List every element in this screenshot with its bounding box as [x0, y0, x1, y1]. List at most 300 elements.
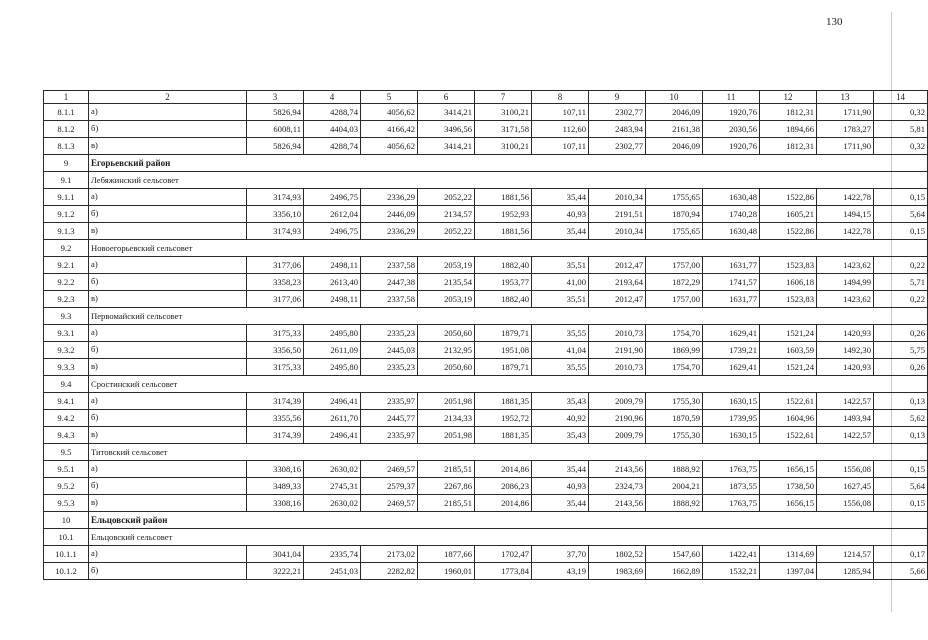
value-cell: 0,32 — [874, 138, 928, 155]
value-cell: 41,00 — [532, 274, 589, 291]
value-cell: 1739,21 — [703, 342, 760, 359]
column-number-11: 11 — [703, 91, 760, 104]
value-cell: 1888,92 — [646, 461, 703, 478]
row-code: 9.3.1 — [44, 325, 89, 342]
value-cell: 2745,31 — [304, 478, 361, 495]
row-code: 9.3.3 — [44, 359, 89, 376]
row-code: 9.5.3 — [44, 495, 89, 512]
value-cell: 2630,02 — [304, 461, 361, 478]
value-cell: 2469,57 — [361, 461, 418, 478]
value-cell: 2611,70 — [304, 410, 361, 427]
value-cell: 2051,98 — [418, 427, 475, 444]
value-cell: 1631,77 — [703, 257, 760, 274]
value-cell: 2324,73 — [589, 478, 646, 495]
value-cell: 2337,58 — [361, 291, 418, 308]
value-cell: 0,15 — [874, 189, 928, 206]
row-subtype: б) — [89, 563, 247, 580]
value-cell: 1420,93 — [817, 325, 874, 342]
value-cell: 1951,08 — [475, 342, 532, 359]
value-cell: 35,55 — [532, 325, 589, 342]
value-cell: 1755,65 — [646, 223, 703, 240]
value-cell: 2445,77 — [361, 410, 418, 427]
value-cell: 1763,75 — [703, 495, 760, 512]
value-cell: 1881,35 — [475, 393, 532, 410]
value-cell: 1656,15 — [760, 495, 817, 512]
value-cell: 3175,33 — [247, 359, 304, 376]
column-number-10: 10 — [646, 91, 703, 104]
value-cell: 3100,21 — [475, 104, 532, 121]
value-cell: 107,11 — [532, 104, 589, 121]
value-cell: 107,11 — [532, 138, 589, 155]
value-cell: 0,26 — [874, 325, 928, 342]
value-cell: 1422,78 — [817, 189, 874, 206]
row-code: 10 — [44, 512, 89, 529]
value-cell: 2052,22 — [418, 223, 475, 240]
value-cell: 1741,57 — [703, 274, 760, 291]
value-cell: 35,43 — [532, 393, 589, 410]
value-cell: 1420,93 — [817, 359, 874, 376]
value-cell: 1739,95 — [703, 410, 760, 427]
value-cell: 2014,86 — [475, 461, 532, 478]
value-cell: 0,15 — [874, 223, 928, 240]
value-cell: 3356,50 — [247, 342, 304, 359]
value-cell: 1882,40 — [475, 257, 532, 274]
table-body — [44, 104, 928, 580]
value-cell: 2495,80 — [304, 325, 361, 342]
council-name: Первомайский сельсовет — [89, 308, 928, 325]
value-cell: 0,22 — [874, 291, 928, 308]
value-cell: 1556,08 — [817, 461, 874, 478]
table-row — [44, 478, 928, 495]
value-cell: 2469,57 — [361, 495, 418, 512]
council-heading-row — [44, 308, 928, 325]
value-cell: 2447,38 — [361, 274, 418, 291]
value-cell: 1522,61 — [760, 427, 817, 444]
value-cell: 1754,70 — [646, 359, 703, 376]
value-cell: 1711,90 — [817, 138, 874, 155]
value-cell: 5826,94 — [247, 104, 304, 121]
column-number-3: 3 — [247, 91, 304, 104]
row-subtype: в) — [89, 138, 247, 155]
value-cell: 1314,69 — [760, 546, 817, 563]
value-cell: 35,44 — [532, 189, 589, 206]
row-subtype: а) — [89, 461, 247, 478]
value-cell: 1711,90 — [817, 104, 874, 121]
value-cell: 2336,29 — [361, 223, 418, 240]
value-cell: 1494,15 — [817, 206, 874, 223]
row-code: 10.1.2 — [44, 563, 89, 580]
value-cell: 1285,94 — [817, 563, 874, 580]
council-name: Новоегорьевский сельсовет — [89, 240, 928, 257]
value-cell: 1521,24 — [760, 325, 817, 342]
district-name: Ельцовский район — [89, 512, 928, 529]
value-cell: 2173,02 — [361, 546, 418, 563]
value-cell: 1755,30 — [646, 393, 703, 410]
value-cell: 2191,90 — [589, 342, 646, 359]
value-cell: 2496,41 — [304, 393, 361, 410]
value-cell: 35,44 — [532, 461, 589, 478]
value-cell: 2612,04 — [304, 206, 361, 223]
row-subtype: в) — [89, 495, 247, 512]
value-cell: 0,13 — [874, 393, 928, 410]
value-cell: 1423,62 — [817, 257, 874, 274]
value-cell: 2050,60 — [418, 359, 475, 376]
value-cell: 1738,50 — [760, 478, 817, 495]
column-number-row — [44, 91, 928, 104]
value-cell: 2611,09 — [304, 342, 361, 359]
row-subtype: а) — [89, 257, 247, 274]
value-cell: 1522,86 — [760, 189, 817, 206]
row-subtype: а) — [89, 546, 247, 563]
value-cell: 40,93 — [532, 206, 589, 223]
value-cell: 5,64 — [874, 478, 928, 495]
value-cell: 2161,38 — [646, 121, 703, 138]
table-row — [44, 189, 928, 206]
value-cell: 1630,15 — [703, 393, 760, 410]
row-subtype: в) — [89, 427, 247, 444]
value-cell: 1879,71 — [475, 325, 532, 342]
value-cell: 1802,52 — [589, 546, 646, 563]
value-cell: 1522,61 — [760, 393, 817, 410]
value-cell: 2190,96 — [589, 410, 646, 427]
value-cell: 1888,92 — [646, 495, 703, 512]
value-cell: 0,22 — [874, 257, 928, 274]
row-code: 9.4 — [44, 376, 89, 393]
value-cell: 35,43 — [532, 427, 589, 444]
value-cell: 4056,62 — [361, 138, 418, 155]
row-code: 9.1 — [44, 172, 89, 189]
value-cell: 3222,21 — [247, 563, 304, 580]
value-cell: 2335,97 — [361, 393, 418, 410]
row-subtype: б) — [89, 410, 247, 427]
value-cell: 5,71 — [874, 274, 928, 291]
value-cell: 1881,56 — [475, 223, 532, 240]
table-row — [44, 563, 928, 580]
value-cell: 112,60 — [532, 121, 589, 138]
page-number: 130 — [826, 16, 843, 28]
value-cell: 2496,75 — [304, 223, 361, 240]
value-cell: 2053,19 — [418, 257, 475, 274]
value-cell: 2302,77 — [589, 104, 646, 121]
value-cell: 0,15 — [874, 495, 928, 512]
value-cell: 1214,57 — [817, 546, 874, 563]
row-code: 9.1.1 — [44, 189, 89, 206]
row-code: 10.1 — [44, 529, 89, 546]
value-cell: 1662,89 — [646, 563, 703, 580]
value-cell: 3358,23 — [247, 274, 304, 291]
value-cell: 3174,39 — [247, 393, 304, 410]
column-number-6: 6 — [418, 91, 475, 104]
column-number-7: 7 — [475, 91, 532, 104]
value-cell: 2143,56 — [589, 461, 646, 478]
value-cell: 2267,86 — [418, 478, 475, 495]
value-cell: 3174,93 — [247, 223, 304, 240]
value-cell: 1755,30 — [646, 427, 703, 444]
row-subtype: а) — [89, 189, 247, 206]
value-cell: 5826,94 — [247, 138, 304, 155]
value-cell: 2498,11 — [304, 257, 361, 274]
council-name: Титовский сельсовет — [89, 444, 928, 461]
row-subtype: в) — [89, 223, 247, 240]
row-subtype: б) — [89, 121, 247, 138]
value-cell: 3496,56 — [418, 121, 475, 138]
value-cell: 2496,75 — [304, 189, 361, 206]
value-cell: 2050,60 — [418, 325, 475, 342]
value-cell: 1879,71 — [475, 359, 532, 376]
value-cell: 3489,33 — [247, 478, 304, 495]
value-cell: 3177,06 — [247, 257, 304, 274]
value-cell: 35,51 — [532, 257, 589, 274]
value-cell: 2335,23 — [361, 325, 418, 342]
value-cell: 1656,15 — [760, 461, 817, 478]
value-cell: 3414,21 — [418, 138, 475, 155]
value-cell: 1493,94 — [817, 410, 874, 427]
row-code: 9.2.1 — [44, 257, 89, 274]
value-cell: 4056,62 — [361, 104, 418, 121]
value-cell: 2613,40 — [304, 274, 361, 291]
row-subtype: б) — [89, 342, 247, 359]
table-row — [44, 546, 928, 563]
value-cell: 1872,29 — [646, 274, 703, 291]
value-cell: 5,64 — [874, 206, 928, 223]
value-cell: 1630,15 — [703, 427, 760, 444]
value-cell: 2336,29 — [361, 189, 418, 206]
value-cell: 1757,00 — [646, 291, 703, 308]
value-cell: 1523,83 — [760, 291, 817, 308]
value-cell: 1812,31 — [760, 104, 817, 121]
value-cell: 0,15 — [874, 461, 928, 478]
value-cell: 2010,34 — [589, 189, 646, 206]
row-code: 9.2.3 — [44, 291, 89, 308]
value-cell: 4288,74 — [304, 104, 361, 121]
value-cell: 3177,06 — [247, 291, 304, 308]
value-cell: 5,81 — [874, 121, 928, 138]
value-cell: 1422,78 — [817, 223, 874, 240]
value-cell: 1920,76 — [703, 104, 760, 121]
district-name: Егорьевский район — [89, 155, 928, 172]
value-cell: 2134,33 — [418, 410, 475, 427]
value-cell: 2498,11 — [304, 291, 361, 308]
value-cell: 3174,93 — [247, 189, 304, 206]
value-cell: 1894,66 — [760, 121, 817, 138]
value-cell: 2046,09 — [646, 104, 703, 121]
value-cell: 2030,56 — [703, 121, 760, 138]
table-row — [44, 223, 928, 240]
value-cell: 43,19 — [532, 563, 589, 580]
value-cell: 0,26 — [874, 359, 928, 376]
value-cell: 3356,10 — [247, 206, 304, 223]
council-heading-row — [44, 444, 928, 461]
value-cell: 1870,94 — [646, 206, 703, 223]
council-heading-row — [44, 240, 928, 257]
value-cell: 1983,69 — [589, 563, 646, 580]
value-cell: 1494,99 — [817, 274, 874, 291]
value-cell: 1532,21 — [703, 563, 760, 580]
value-cell: 2086,23 — [475, 478, 532, 495]
row-subtype: б) — [89, 478, 247, 495]
value-cell: 1881,35 — [475, 427, 532, 444]
value-cell: 0,17 — [874, 546, 928, 563]
value-cell: 1870,59 — [646, 410, 703, 427]
district-heading-row — [44, 155, 928, 172]
value-cell: 1773,84 — [475, 563, 532, 580]
table-row — [44, 461, 928, 478]
column-number-14: 14 — [874, 91, 928, 104]
value-cell: 2335,23 — [361, 359, 418, 376]
value-cell: 2134,57 — [418, 206, 475, 223]
value-cell: 1606,18 — [760, 274, 817, 291]
table-row — [44, 342, 928, 359]
value-cell: 2051,98 — [418, 393, 475, 410]
value-cell: 1740,28 — [703, 206, 760, 223]
value-cell: 1629,41 — [703, 359, 760, 376]
value-cell: 1522,86 — [760, 223, 817, 240]
value-cell: 1812,31 — [760, 138, 817, 155]
value-cell: 1397,04 — [760, 563, 817, 580]
table-row — [44, 274, 928, 291]
council-name: Ельцовский сельсовет — [89, 529, 928, 546]
value-cell: 2451,03 — [304, 563, 361, 580]
table-row — [44, 410, 928, 427]
table-row — [44, 359, 928, 376]
value-cell: 2010,34 — [589, 223, 646, 240]
table-row — [44, 138, 928, 155]
table-row — [44, 121, 928, 138]
value-cell: 4288,74 — [304, 138, 361, 155]
row-subtype: а) — [89, 104, 247, 121]
value-cell: 37,70 — [532, 546, 589, 563]
council-heading-row — [44, 376, 928, 393]
value-cell: 2193,64 — [589, 274, 646, 291]
value-cell: 2335,74 — [304, 546, 361, 563]
table-row — [44, 325, 928, 342]
value-cell: 1763,75 — [703, 461, 760, 478]
row-code: 10.1.1 — [44, 546, 89, 563]
council-name: Сростинский сельсовет — [89, 376, 928, 393]
column-number-13: 13 — [817, 91, 874, 104]
value-cell: 2495,80 — [304, 359, 361, 376]
value-cell: 1422,57 — [817, 393, 874, 410]
row-code: 9.5 — [44, 444, 89, 461]
value-cell: 1881,56 — [475, 189, 532, 206]
value-cell: 1873,55 — [703, 478, 760, 495]
value-cell: 2010,73 — [589, 359, 646, 376]
value-cell: 1629,41 — [703, 325, 760, 342]
value-cell: 2009,79 — [589, 393, 646, 410]
value-cell: 2012,47 — [589, 291, 646, 308]
column-number-2: 2 — [89, 91, 247, 104]
value-cell: 35,44 — [532, 495, 589, 512]
tariff-table — [43, 90, 928, 580]
value-cell: 5,75 — [874, 342, 928, 359]
value-cell: 2191,51 — [589, 206, 646, 223]
column-number-12: 12 — [760, 91, 817, 104]
value-cell: 1492,30 — [817, 342, 874, 359]
value-cell: 1960,01 — [418, 563, 475, 580]
value-cell: 1882,40 — [475, 291, 532, 308]
value-cell: 2630,02 — [304, 495, 361, 512]
value-cell: 35,51 — [532, 291, 589, 308]
table-row — [44, 495, 928, 512]
value-cell: 1422,57 — [817, 427, 874, 444]
row-code: 9.4.1 — [44, 393, 89, 410]
column-number-5: 5 — [361, 91, 418, 104]
value-cell: 2052,22 — [418, 189, 475, 206]
value-cell: 1953,77 — [475, 274, 532, 291]
row-code: 9.4.2 — [44, 410, 89, 427]
value-cell: 2335,97 — [361, 427, 418, 444]
column-number-1: 1 — [44, 91, 89, 104]
value-cell: 2185,51 — [418, 495, 475, 512]
value-cell: 2446,09 — [361, 206, 418, 223]
value-cell: 2143,56 — [589, 495, 646, 512]
row-subtype: б) — [89, 274, 247, 291]
value-cell: 2009,79 — [589, 427, 646, 444]
value-cell: 1627,45 — [817, 478, 874, 495]
row-code: 9.3.2 — [44, 342, 89, 359]
value-cell: 2053,19 — [418, 291, 475, 308]
table-row — [44, 104, 928, 121]
row-code: 8.1.1 — [44, 104, 89, 121]
council-name: Лебяжинский сельсовет — [89, 172, 928, 189]
value-cell: 1605,21 — [760, 206, 817, 223]
row-subtype: а) — [89, 393, 247, 410]
value-cell: 1754,70 — [646, 325, 703, 342]
value-cell: 1757,00 — [646, 257, 703, 274]
table-row — [44, 257, 928, 274]
value-cell: 4166,42 — [361, 121, 418, 138]
value-cell: 1603,59 — [760, 342, 817, 359]
value-cell: 3171,58 — [475, 121, 532, 138]
table-row — [44, 393, 928, 410]
value-cell: 1423,62 — [817, 291, 874, 308]
value-cell: 1952,72 — [475, 410, 532, 427]
row-code: 9.2.2 — [44, 274, 89, 291]
row-code: 9.2 — [44, 240, 89, 257]
column-number-8: 8 — [532, 91, 589, 104]
value-cell: 1755,65 — [646, 189, 703, 206]
value-cell: 2004,21 — [646, 478, 703, 495]
table-row — [44, 206, 928, 223]
table-row — [44, 291, 928, 308]
value-cell: 3355,56 — [247, 410, 304, 427]
value-cell: 2282,82 — [361, 563, 418, 580]
value-cell: 2302,77 — [589, 138, 646, 155]
row-code: 9.1.2 — [44, 206, 89, 223]
value-cell: 2132,95 — [418, 342, 475, 359]
row-code: 9.3 — [44, 308, 89, 325]
value-cell: 1604,96 — [760, 410, 817, 427]
value-cell: 0,13 — [874, 427, 928, 444]
value-cell: 5,66 — [874, 563, 928, 580]
value-cell: 1631,77 — [703, 291, 760, 308]
value-cell: 1556,08 — [817, 495, 874, 512]
value-cell: 1521,24 — [760, 359, 817, 376]
value-cell: 1422,41 — [703, 546, 760, 563]
value-cell: 0,32 — [874, 104, 928, 121]
value-cell: 2012,47 — [589, 257, 646, 274]
value-cell: 1877,66 — [418, 546, 475, 563]
value-cell: 1547,60 — [646, 546, 703, 563]
row-code: 9.1.3 — [44, 223, 89, 240]
value-cell: 2445,03 — [361, 342, 418, 359]
council-heading-row — [44, 529, 928, 546]
value-cell: 2046,09 — [646, 138, 703, 155]
value-cell: 3308,16 — [247, 461, 304, 478]
row-code: 9.5.1 — [44, 461, 89, 478]
row-subtype: в) — [89, 359, 247, 376]
row-subtype: а) — [89, 325, 247, 342]
